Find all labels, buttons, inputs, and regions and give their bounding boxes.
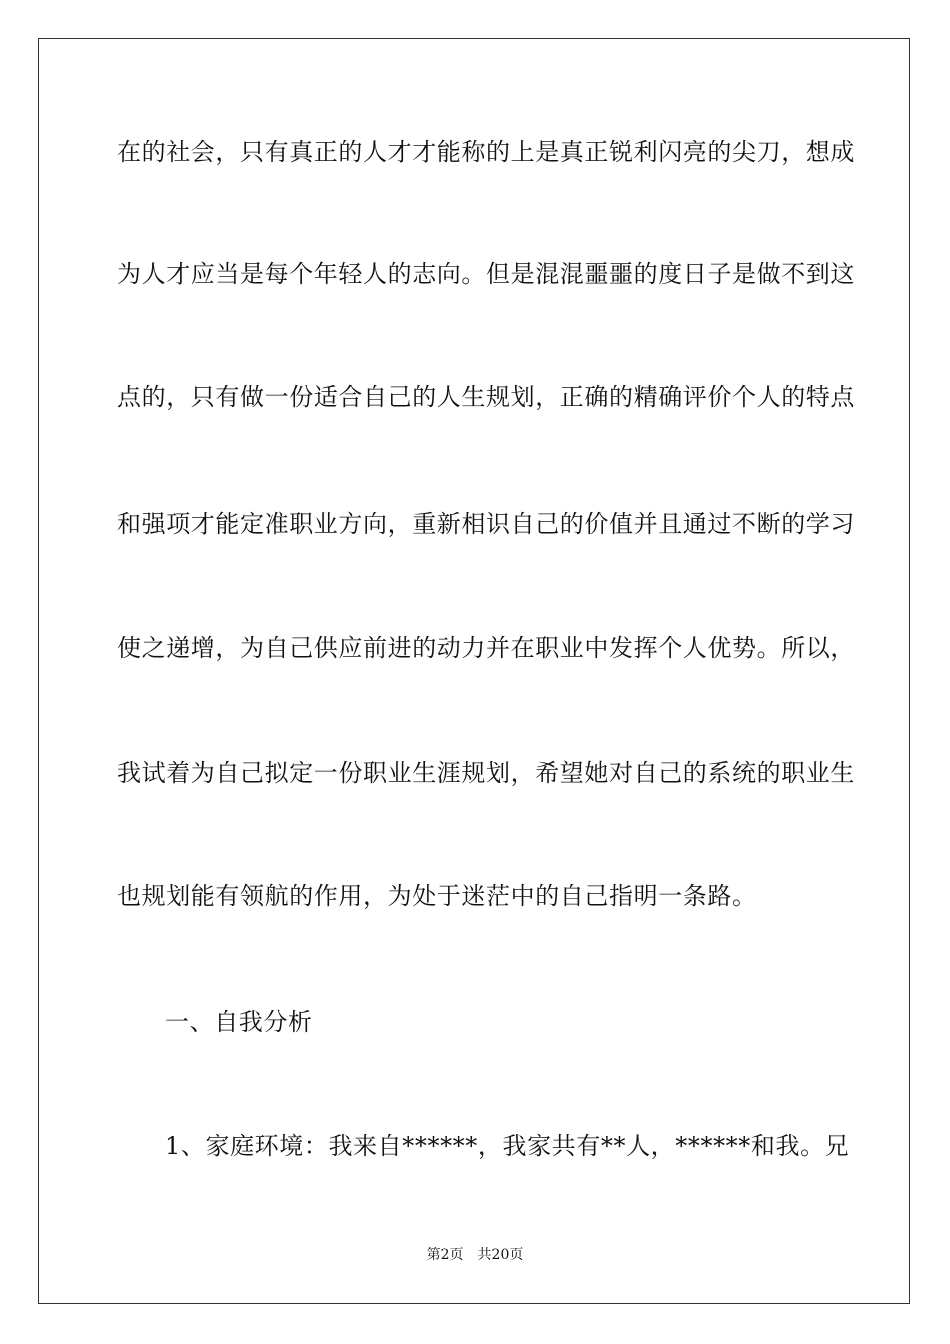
page-number: 第2页 bbox=[426, 1247, 464, 1263]
section-heading: 一、自我分析 bbox=[165, 1008, 313, 1036]
page-footer bbox=[0, 1246, 950, 1264]
page-total: 共20页 bbox=[477, 1247, 524, 1263]
body-text-line-4: 和强项才能定准职业方向，重新相识自己的价值并且通过不断的学习 bbox=[117, 510, 855, 538]
body-text-line-3: 点的，只有做一份适合自己的人生规划，正确的精确评价个人的特点 bbox=[117, 383, 855, 411]
body-text-line-1: 在的社会，只有真正的人才才能称的上是真正锐利闪亮的尖刀，想成 bbox=[117, 138, 855, 166]
body-text-line-2: 为人才应当是每个年轻人的志向。但是混混噩噩的度日子是做不到这 bbox=[117, 260, 855, 288]
list-item-1: 1、家庭环境：我来自******，我家共有**人，******和我。兄 bbox=[165, 1132, 850, 1160]
body-text-line-5: 使之递增，为自己供应前进的动力并在职业中发挥个人优势。所以， bbox=[117, 634, 855, 662]
page-border bbox=[38, 38, 910, 1304]
body-text-line-6: 我试着为自己拟定一份职业生涯规划，希望她对自己的系统的职业生 bbox=[117, 759, 855, 787]
body-text-line-7: 也规划能有领航的作用，为处于迷茫中的自己指明一条路。 bbox=[117, 882, 757, 910]
